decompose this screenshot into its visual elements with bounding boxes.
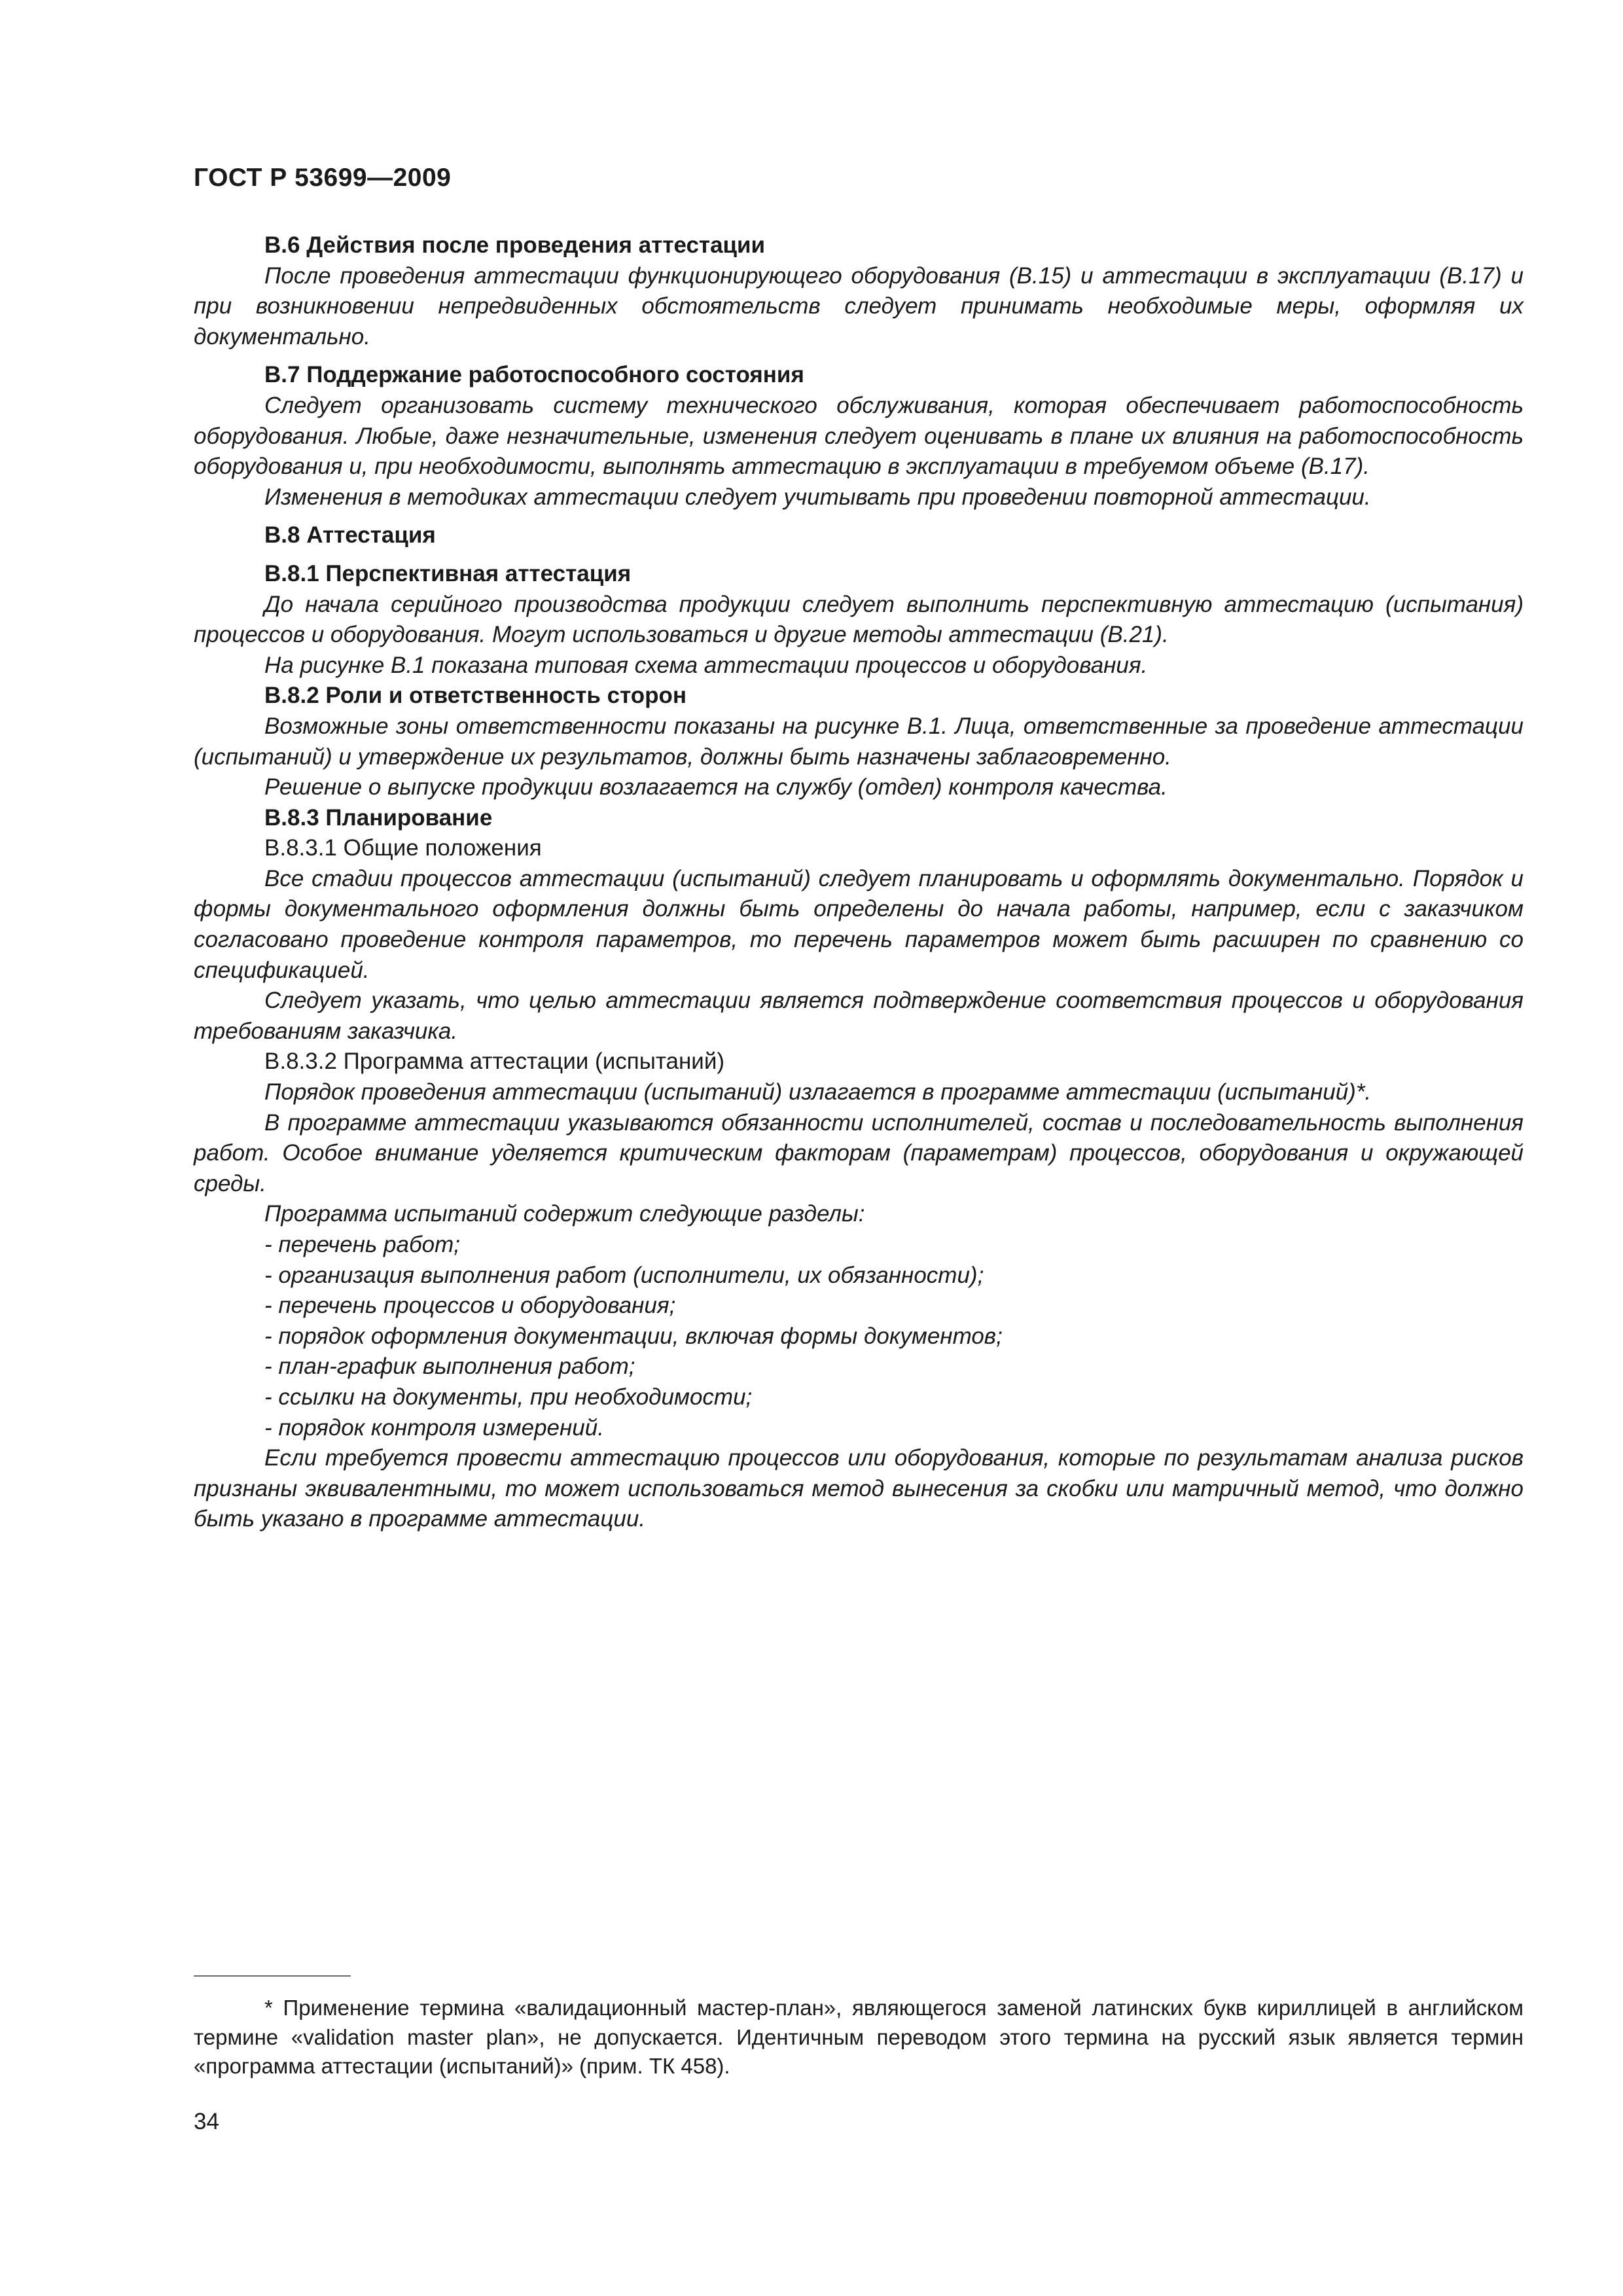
paragraph: Если требуется провести аттестацию процессов или оборудования, которые по результатам анализа рисков признаны эквивалентными, то может использоваться метод вынесения за скобки или матричный метод, что должно быть указано в программе аттестации. — [194, 1445, 1524, 1532]
subsection-heading-b831: В.8.3.1 Общие положения — [264, 835, 542, 861]
paragraph: После проведения аттестации функционирующего оборудования (В.15) и аттестации в эксплуатации (В.17) и при возникновении непредвиденных обстоятельств следует принимать необходимые меры, оформляя их документально. — [194, 262, 1524, 350]
section-heading-b7: В.7 Поддержание работоспособного состояния — [264, 362, 804, 388]
paragraph: Следует организовать систему технического обслуживания, которая обеспечивает работоспособность оборудования. Любые, даже незначительные, изменения следует оценивать в плане их влияния на работоспособность оборудования и, при необходимости, выполнять аттестацию в эксплуатации в требуемом объеме (В.17). — [194, 392, 1524, 480]
page-number: 34 — [194, 2109, 219, 2134]
list-item: - порядок контроля измерений. — [264, 1414, 604, 1441]
paragraph: Все стадии процессов аттестации (испытаний) следует планировать и оформлять документально. Порядок и формы документального оформления должны быть определены до начала работы, например, если с заказчиком согласовано проведение контроля параметров, то перечень параметров может быть расширен по сравнению со спецификацией. — [194, 865, 1524, 983]
paragraph: Решение о выпуске продукции возлагается на службу (отдел) контроля качества. — [264, 774, 1168, 800]
paragraph: Порядок проведения аттестации (испытаний) излагается в программе аттестации (испытаний)*. — [264, 1079, 1372, 1105]
paragraph: До начала серийного производства продукции следует выполнить перспективную аттестацию (испытания) процессов и оборудования. Могут использоваться и другие методы аттестации (В.21). — [194, 591, 1524, 648]
list-item: - организация выполнения работ (исполнители, их обязанности); — [264, 1262, 984, 1288]
list-item: - ссылки на документы, при необходимости; — [264, 1384, 753, 1410]
footnote-separator — [194, 1975, 351, 1977]
footnote: * Применение термина «валидационный мастер-план», являющегося заменой латинских букв кириллицей в английском термине «validation master plan», не допускается. Идентичным переводом этого термина на русский язык является термин «программа аттестации (испытаний)» (прим. ТК 458). — [194, 1996, 1524, 2078]
paragraph: Изменения в методиках аттестации следует учитывать при проведении повторной аттестации. — [264, 484, 1371, 510]
paragraph: На рисунке В.1 показана типовая схема аттестации процессов и оборудования. — [264, 652, 1148, 678]
paragraph: Программа испытаний содержит следующие разделы: — [264, 1201, 865, 1227]
section-heading-b82: В.8.2 Роли и ответственность сторон — [264, 683, 687, 709]
paragraph: Возможные зоны ответственности показаны на рисунке В.1. Лица, ответственные за проведение аттестации (испытаний) и утверждение их результатов, должны быть назначены заблаговременно. — [194, 713, 1524, 770]
section-heading-b81: В.8.1 Перспективная аттестация — [264, 560, 632, 586]
paragraph: Следует указать, что целью аттестации является подтверждение соответствия процессов и оборудования требованиям заказчика. — [194, 988, 1524, 1044]
list-item: - перечень процессов и оборудования; — [264, 1293, 676, 1319]
list-item: - перечень работ; — [264, 1232, 461, 1257]
list-item: - план-график выполнения работ; — [264, 1354, 635, 1380]
section-heading-b6: В.6 Действия после проведения аттестации — [264, 232, 766, 258]
section-heading-b83: В.8.3 Планирование — [264, 804, 493, 831]
document-header: ГОСТ Р 53699—2009 — [194, 164, 452, 192]
section-heading-b8: В.8 Аттестация — [264, 522, 436, 548]
subsection-heading-b832: В.8.3.2 Программа аттестации (испытаний) — [264, 1049, 725, 1075]
paragraph: В программе аттестации указываются обязанности исполнителей, состав и последовательность выполнения работ. Особое внимание уделяется критическим факторам (параметрам) процессов, оборудования и окружающей среды. — [194, 1109, 1524, 1196]
list-item: - порядок оформления документации, включая формы документов; — [264, 1323, 1003, 1349]
document-body — [194, 230, 1524, 1535]
